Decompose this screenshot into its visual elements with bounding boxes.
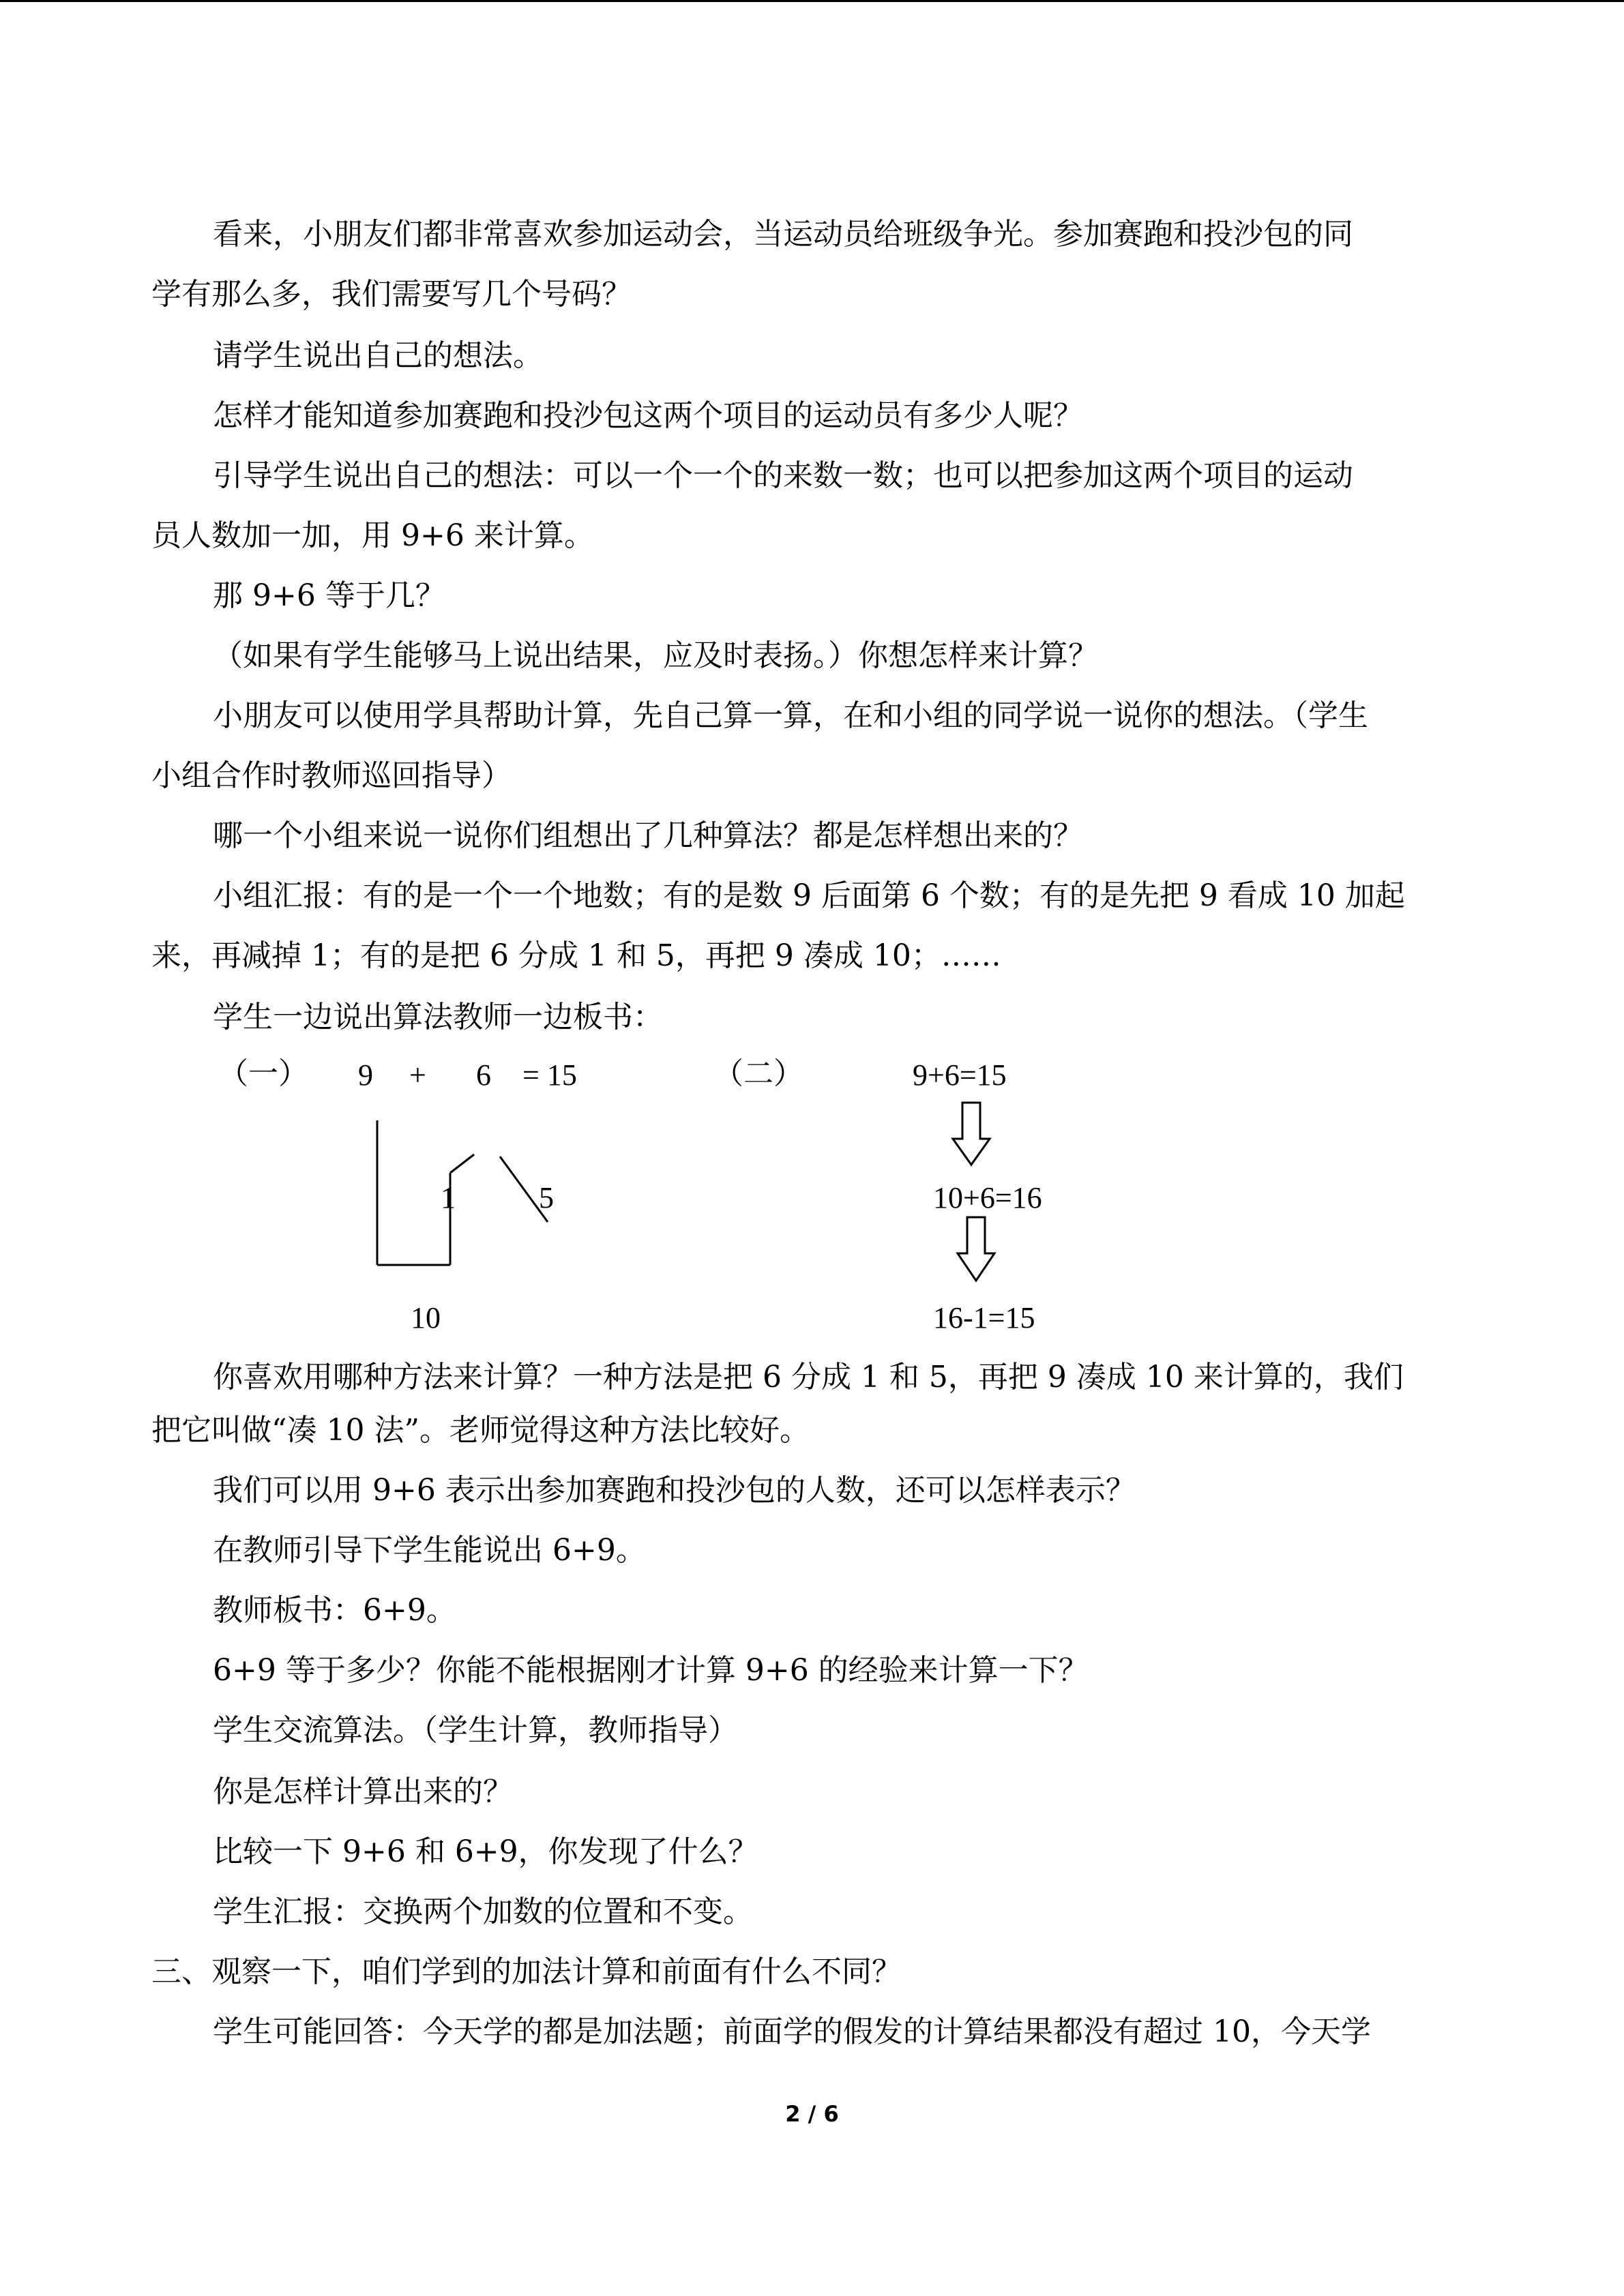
text-line: 教师板书：6+9。 <box>213 1593 456 1628</box>
method1-addend-a: 9 <box>358 1058 373 1092</box>
method1-addend-b: 6 <box>476 1058 491 1092</box>
text-line: 学生可能回答：今天学的都是加法题；前面学的假发的计算结果都没有超过 10，今天学 <box>213 2014 1371 2049</box>
text-line: 引导学生说出自己的想法：可以一个一个的来数一数；也可以把参加这两个项目的运动 <box>213 458 1353 493</box>
text-line: 把它叫做“凑 10 法”。老师觉得这种方法比较好。 <box>151 1413 810 1448</box>
text-line: 比较一下 9+6 和 6+9，你发现了什么？ <box>213 1834 758 1869</box>
section-heading: 三、观察一下，咱们学到的加法计算和前面有什么不同？ <box>151 1954 902 1989</box>
text-line: 学生交流算法。（学生计算，教师指导） <box>213 1713 738 1748</box>
method2-label: （二） <box>713 1057 803 1090</box>
text-line: 学有那么多，我们需要写几个号码？ <box>151 277 632 312</box>
text-line: 6+9 等于多少？你能不能根据刚才计算 9+6 的经验来计算一下？ <box>213 1653 1089 1688</box>
method1-plus: + <box>409 1058 426 1092</box>
split-line-left <box>450 1154 474 1173</box>
text-line: 你是怎样计算出来的？ <box>213 1774 513 1809</box>
method2-step3: 16-1=15 <box>933 1301 1035 1335</box>
down-arrow-icon <box>953 1103 990 1165</box>
method1-split-right: 5 <box>539 1181 554 1214</box>
text-line: 学生一边说出算法教师一边板书： <box>213 1000 663 1034</box>
text-line: 怎样才能知道参加赛跑和投沙包这两个项目的运动员有多少人呢？ <box>213 398 1083 433</box>
text-line: 来，再减掉 1；有的是把 6 分成 1 和 5，再把 9 凑成 10；…… <box>151 938 1001 973</box>
text-line: 小组合作时教师巡回指导） <box>151 758 512 793</box>
text-line: 员人数加一加，用 9+6 来计算。 <box>151 518 594 553</box>
text-line: 在教师引导下学生能说出 6+9。 <box>213 1533 646 1568</box>
method2-step2: 10+6=16 <box>933 1181 1042 1214</box>
page-number: 2 / 6 <box>785 2101 839 2127</box>
text-line: 看来，小朋友们都非常喜欢参加运动会，当运动员给班级争光。参加赛跑和投沙包的同 <box>213 217 1353 252</box>
text-line: 小朋友可以使用学具帮助计算，先自己算一算，在和小组的同学说一说你的想法。（学生 <box>213 698 1368 733</box>
text-line: 那 9+6 等于几？ <box>213 578 445 613</box>
down-arrow-icon <box>958 1217 994 1281</box>
text-line: 小组汇报：有的是一个一个地数；有的是数 9 后面第 6 个数；有的是先把 9 看成 10 加起 <box>213 878 1405 913</box>
method1-result: = 15 <box>522 1058 577 1092</box>
text-line: 哪一个小组来说一说你们组想出了几种算法？都是怎样想出来的？ <box>213 818 1083 853</box>
text-line: 我们可以用 9+6 表示出参加赛跑和投沙包的人数，还可以怎样表示？ <box>213 1473 1136 1508</box>
method2-step1: 9+6=15 <box>913 1058 1007 1092</box>
text-line: 学生汇报：交换两个加数的位置和不变。 <box>213 1894 753 1929</box>
text-line: 请学生说出自己的想法。 <box>213 338 543 373</box>
text-line: （如果有学生能够马上说出结果，应及时表扬。）你想怎样来计算？ <box>213 638 1098 673</box>
text-line: 你喜欢用哪种方法来计算？一种方法是把 6 分成 1 和 5，再把 9 凑成 10 来计算的，我们 <box>213 1360 1404 1395</box>
method1-ten: 10 <box>411 1301 441 1335</box>
method1-label: （一） <box>218 1057 308 1090</box>
method1-split-left: 1 <box>441 1181 456 1214</box>
